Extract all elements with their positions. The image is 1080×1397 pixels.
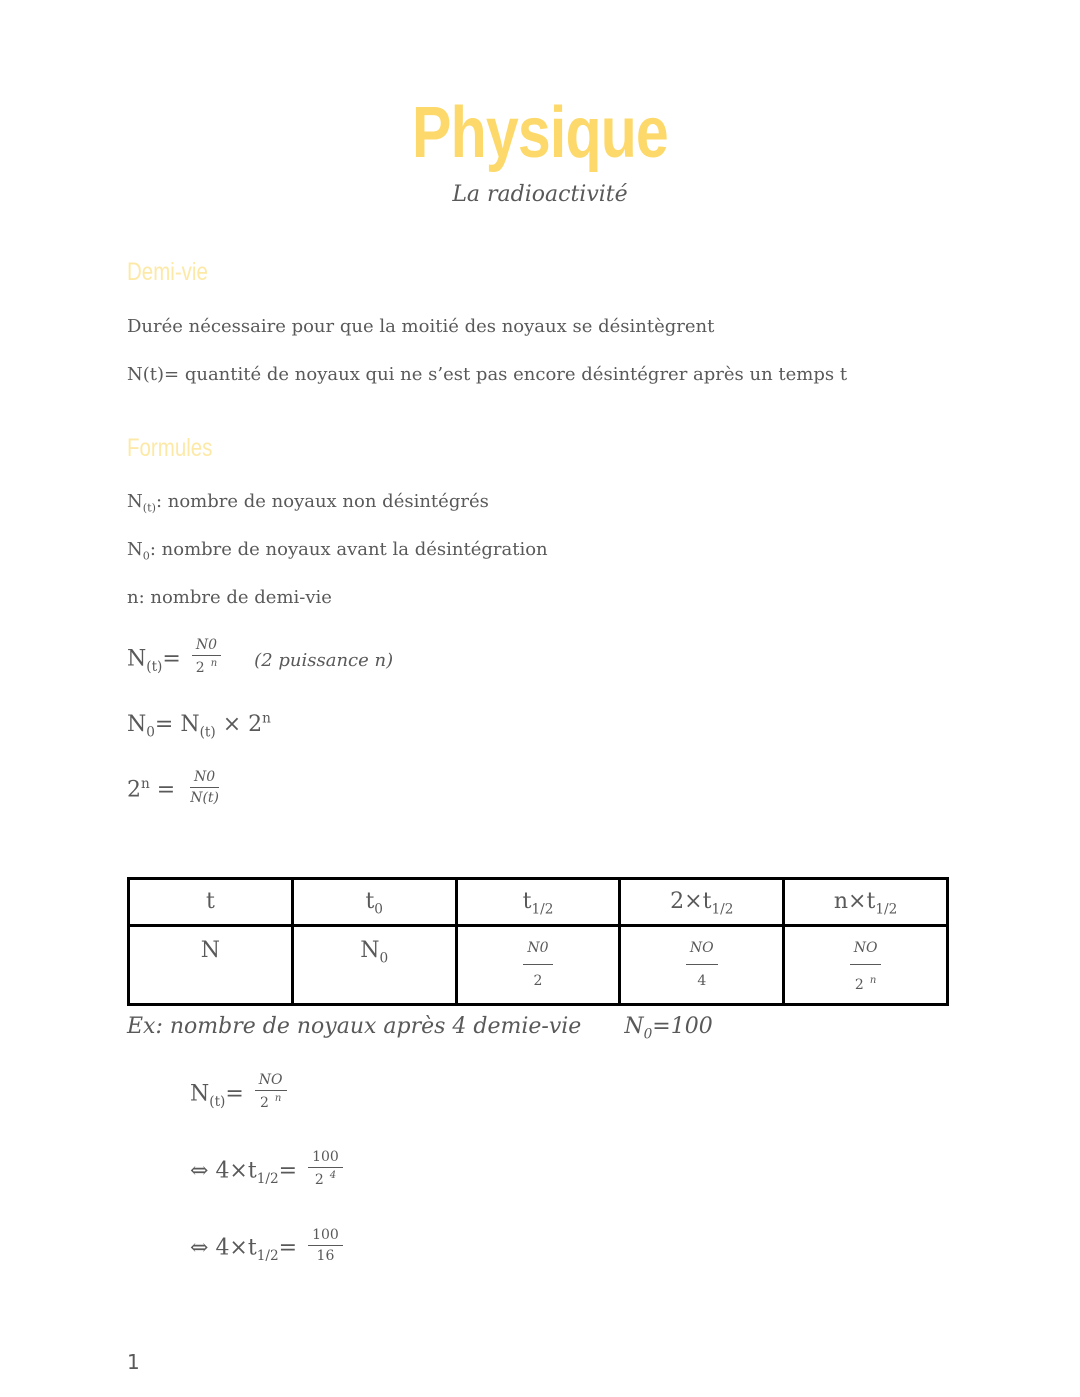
page-number: 1: [127, 1350, 140, 1374]
definition-line: Durée nécessaire pour que la moitié des noyaux se désintègrent: [127, 316, 715, 337]
formula-note: (2 puissance n): [254, 649, 394, 671]
fraction-n0-over-2n: [192, 637, 221, 676]
example-step-2: ⇔ $4\times t_{1/2}=$ $\frac{100}{2 ^4}$: [190, 1152, 347, 1191]
fraction-100-over-2-4: $\frac{100}{2 ^4}$: [308, 1149, 343, 1188]
page-title: Physique: [412, 93, 668, 173]
def-n: n: nombre de demi-vie: [127, 587, 332, 608]
fraction-n0-over-nt: [186, 769, 223, 806]
fraction-n0-over-2n: $\frac{NO}{2 ^n}$: [850, 934, 882, 999]
subscript-t: (t): [199, 724, 216, 741]
fraction-numerator: N0: [190, 769, 219, 788]
table-header-cell: $t_0$: [292, 879, 456, 926]
example-line: [127, 1014, 713, 1043]
fraction-n0-over-4: $\frac{NO}{4}$: [686, 934, 718, 995]
fraction-numerator: N0: [192, 637, 221, 656]
exponent: n: [141, 776, 150, 793]
example-n0: $N_0=100$: [624, 1014, 713, 1043]
fraction-denominator: N(t): [190, 790, 220, 806]
formula-nt: [127, 637, 394, 679]
equivalence-sign: ⇔: [190, 1158, 209, 1184]
symbol-two: 2: [127, 777, 141, 803]
symbol-n: N: [190, 1081, 210, 1107]
table-cell: $N_0$: [292, 926, 456, 1005]
equals-sign: =: [156, 777, 176, 803]
subscript-t: (t): [142, 501, 156, 515]
example-step-1: [190, 1072, 291, 1114]
subscript-zero: 0: [142, 549, 150, 563]
equals-sign: =: [154, 712, 174, 737]
table-row: [129, 879, 948, 926]
half-life-table: [127, 877, 949, 1006]
subscript-t: (t): [146, 658, 163, 675]
fraction-100-over-16: $\frac{100}{16}$: [308, 1227, 343, 1264]
def-n0-text: : nombre de noyaux avant la désintégration: [149, 539, 548, 560]
symbol-n: N: [180, 712, 200, 737]
table-header-cell: $t_{1/2}$: [456, 879, 620, 926]
example-label: Ex: nombre de noyaux après 4 demie-vie: [127, 1014, 582, 1039]
fraction-denominator: 2 $^n$: [195, 658, 218, 676]
heading-demi-vie: Demi-vie: [127, 258, 208, 286]
table-cell: [456, 926, 620, 1005]
formula-2n: [127, 769, 227, 809]
subscript-zero: 0: [146, 724, 155, 741]
def-n0: [127, 539, 548, 563]
table-cell: [784, 926, 948, 1005]
example-step-3: ⇔ $4\times t_{1/2}=$ $\frac{100}{16}$: [190, 1230, 347, 1267]
symbol-n: N: [127, 539, 143, 560]
symbol-two: 2: [248, 712, 263, 737]
def-nt: [127, 491, 489, 515]
symbol-n: N: [127, 712, 147, 737]
table-header-cell: $2\times t_{1/2}$: [620, 879, 784, 926]
heading-formules: Formules: [127, 434, 213, 462]
formula-n0: [127, 710, 271, 741]
equivalence-sign: ⇔: [190, 1235, 209, 1261]
table-header-cell: $n\times t_{1/2}$: [784, 879, 948, 926]
subscript-t: (t): [209, 1093, 226, 1110]
page-subtitle: La radioactivité: [452, 182, 628, 207]
table-row: [129, 926, 948, 1005]
equals-sign: =: [162, 646, 181, 672]
times-sign: ×: [222, 712, 242, 737]
exponent: n: [262, 710, 271, 727]
symbol-n: N: [127, 646, 147, 672]
exponent: n: [210, 658, 218, 669]
table-header-cell: t: [129, 879, 293, 926]
fraction-n0-over-2: $\frac{N0}{2}$: [523, 934, 552, 995]
equals-sign: =: [225, 1081, 244, 1107]
table-cell: N: [129, 926, 293, 1005]
definition-nt-line: N(t)= quantité de noyaux qui ne s’est pas encore désintégrer après un temps t: [127, 364, 848, 385]
table-cell: [620, 926, 784, 1005]
fraction-n0-over-2n: $\frac{NO}{2 ^n}$: [255, 1072, 287, 1111]
def-nt-text: : nombre de noyaux non désintégrés: [155, 491, 489, 512]
symbol-n: N: [127, 491, 143, 512]
